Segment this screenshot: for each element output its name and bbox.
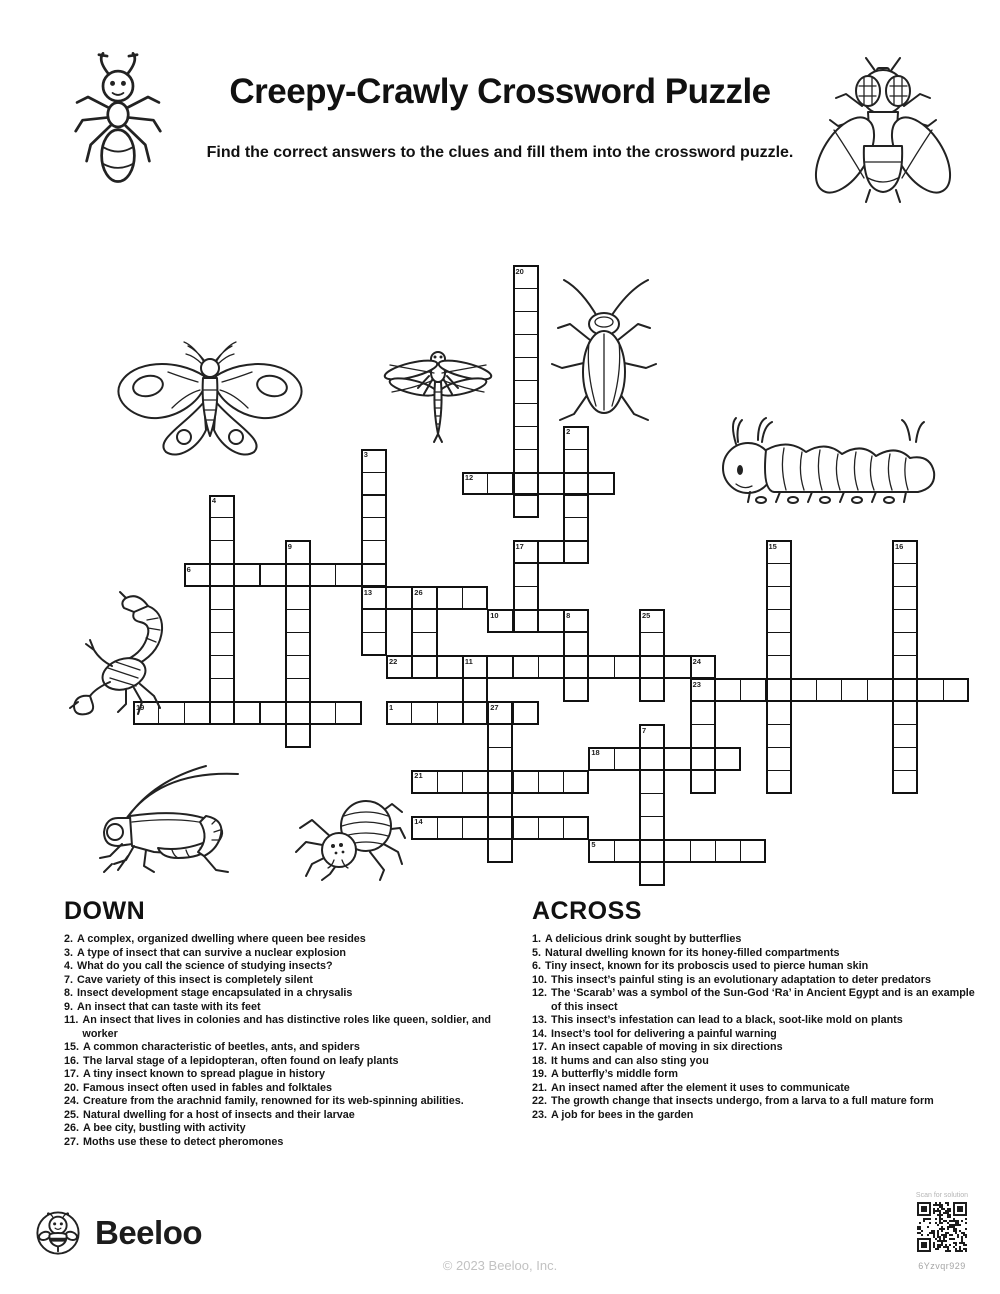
clue-across-5 xyxy=(532,947,987,961)
grid-cell-14-20[interactable] xyxy=(487,724,513,748)
clue-down-9 xyxy=(64,1001,519,1015)
grid-cell-14-25[interactable] xyxy=(487,839,513,863)
clue-down-24 xyxy=(64,1095,519,1109)
grid-number-24: 24 xyxy=(692,656,701,666)
clue-text: Natural dwelling known for its honey-filled compartments xyxy=(545,946,840,959)
clue-number: 25. xyxy=(64,1108,80,1121)
clues-down-section xyxy=(64,897,519,1149)
grid-cell-17-8[interactable] xyxy=(563,449,589,473)
grid-cell-19-17[interactable] xyxy=(614,655,640,679)
bee-logo-icon xyxy=(35,1210,81,1256)
clue-number: 10. xyxy=(532,973,548,986)
grid-number-8: 8 xyxy=(566,610,571,620)
clue-down-7 xyxy=(64,974,519,988)
grid-number-22: 22 xyxy=(389,656,398,666)
clue-text: It hums and can also sting you xyxy=(551,1054,709,1067)
page-subtitle: Find the correct answers to the clues and fill them into the crossword puzzle. xyxy=(206,144,794,161)
grid-cell-12-22[interactable] xyxy=(437,770,463,794)
qr-section xyxy=(905,1192,979,1271)
grid-cell-17-18[interactable] xyxy=(563,678,589,702)
grid-cell-15-8[interactable] xyxy=(513,449,539,473)
clue-down-2 xyxy=(64,933,519,947)
grid-cell-17-16[interactable] xyxy=(563,632,589,656)
grid-number-9: 9 xyxy=(287,541,292,551)
grid-cell-11-15[interactable] xyxy=(411,609,437,633)
grid-cell-24-25[interactable] xyxy=(740,839,766,863)
grid-cell-19-25[interactable] xyxy=(614,839,640,863)
grid-number-10: 10 xyxy=(490,610,499,620)
clue-text: Famous insect often used in fables and folktales xyxy=(83,1081,332,1094)
grid-cell-25-21[interactable] xyxy=(766,747,792,771)
grid-cell-17-17[interactable] xyxy=(563,655,589,679)
grid-cell-30-18[interactable] xyxy=(892,678,918,702)
grid-cell-6-20[interactable] xyxy=(285,724,311,748)
grid-cell-30-13[interactable] xyxy=(892,563,918,587)
grid-cell-4-19[interactable] xyxy=(234,701,260,725)
grid-cell-11-17[interactable] xyxy=(411,655,437,679)
clue-number: 15. xyxy=(64,1041,80,1053)
clue-number: 16. xyxy=(64,1054,80,1067)
clue-down-27 xyxy=(64,1136,519,1150)
clue-down-25 xyxy=(64,1109,519,1123)
grid-cell-11-19[interactable] xyxy=(411,701,437,725)
clue-text: A delicious drink sought by butterflies xyxy=(545,933,742,945)
grid-cell-13-19[interactable] xyxy=(462,701,488,725)
grid-number-5: 5 xyxy=(591,840,596,850)
across-heading: ACROSS xyxy=(532,897,642,925)
clue-text: An insect that can taste with its feet xyxy=(77,1000,261,1013)
grid-cell-2-19[interactable] xyxy=(184,701,210,725)
grid-cell-5-13[interactable] xyxy=(260,563,286,587)
grid-number-26: 26 xyxy=(414,587,423,597)
grid-cell-25-22[interactable] xyxy=(766,770,792,794)
grid-cell-3-19[interactable] xyxy=(209,701,235,725)
grid-cell-11-16[interactable] xyxy=(411,632,437,656)
clue-number: 7. xyxy=(64,973,74,986)
grid-cell-9-15[interactable] xyxy=(361,609,387,633)
clue-number: 19. xyxy=(532,1068,548,1080)
grid-cell-20-17[interactable] xyxy=(639,655,665,679)
grid-cell-15-6[interactable] xyxy=(513,403,539,427)
grid-cell-15-24[interactable] xyxy=(513,816,539,840)
grid-cell-22-22[interactable] xyxy=(690,770,716,794)
grid-number-18: 18 xyxy=(591,748,600,758)
clue-number: 5. xyxy=(532,946,542,959)
grid-cell-12-19[interactable] xyxy=(437,701,463,725)
grid-cell-15-17[interactable] xyxy=(513,655,539,679)
grid-cell-15-22[interactable] xyxy=(513,770,539,794)
clue-number: 17. xyxy=(532,1041,548,1053)
clue-number: 14. xyxy=(532,1027,548,1040)
grid-cell-30-15[interactable] xyxy=(892,609,918,633)
grid-cell-16-12[interactable] xyxy=(538,540,564,564)
grid-number-17: 17 xyxy=(515,541,524,551)
grid-cell-9-16[interactable] xyxy=(361,632,387,656)
grid-cell-13-24[interactable] xyxy=(462,816,488,840)
grid-cell-22-25[interactable] xyxy=(690,839,716,863)
clue-number: 17. xyxy=(64,1068,80,1080)
grid-cell-15-2[interactable] xyxy=(513,311,539,335)
clue-text: An insect that lives in colonies and has distinctive roles like queen, soldier, and worker xyxy=(82,1014,492,1040)
grid-cell-7-13[interactable] xyxy=(310,563,336,587)
clue-number: 23. xyxy=(532,1108,548,1121)
clue-number: 1. xyxy=(532,933,542,945)
clue-number: 26. xyxy=(64,1122,80,1134)
clue-across-17 xyxy=(532,1041,987,1055)
clue-text: A type of insect that can survive a nuclear explosion xyxy=(77,946,347,959)
grid-cell-6-19[interactable] xyxy=(285,701,311,725)
grid-cell-9-9[interactable] xyxy=(361,472,387,496)
grid-cell-14-17[interactable] xyxy=(487,655,513,679)
grid-cell-12-17[interactable] xyxy=(437,655,463,679)
clue-across-12 xyxy=(532,987,987,1014)
grid-cell-3-12[interactable] xyxy=(209,540,235,564)
grid-cell-16-9[interactable] xyxy=(538,472,564,496)
grid-cell-15-5[interactable] xyxy=(513,380,539,404)
grid-number-3: 3 xyxy=(363,450,368,460)
clue-across-6 xyxy=(532,960,987,974)
clue-number: 3. xyxy=(64,946,74,959)
grid-cell-20-21[interactable] xyxy=(639,747,665,771)
grid-cell-30-16[interactable] xyxy=(892,632,918,656)
grid-cell-12-24[interactable] xyxy=(437,816,463,840)
grid-cell-3-17[interactable] xyxy=(209,655,235,679)
grid-cell-25-16[interactable] xyxy=(766,632,792,656)
grid-cell-22-21[interactable] xyxy=(690,747,716,771)
clue-number: 21. xyxy=(532,1081,548,1094)
grid-cell-20-26[interactable] xyxy=(639,862,665,886)
grid-cell-31-18[interactable] xyxy=(917,678,943,702)
qr-code-icon[interactable] xyxy=(917,1202,967,1252)
brand-logo xyxy=(35,1210,202,1256)
grid-cell-20-22[interactable] xyxy=(639,770,665,794)
grid-cell-25-14[interactable] xyxy=(766,586,792,610)
clue-down-20 xyxy=(64,1082,519,1096)
grid-cell-6-17[interactable] xyxy=(285,655,311,679)
down-heading: DOWN xyxy=(64,897,146,925)
grid-cell-17-11[interactable] xyxy=(563,517,589,541)
grid-cell-21-21[interactable] xyxy=(664,747,690,771)
cockroach-icon xyxy=(548,278,660,430)
clue-across-10 xyxy=(532,974,987,988)
grid-cell-30-19[interactable] xyxy=(892,701,918,725)
grid-cell-17-9[interactable] xyxy=(563,472,589,496)
clue-number: 20. xyxy=(64,1081,80,1094)
clue-down-26 xyxy=(64,1122,519,1136)
grid-number-25: 25 xyxy=(642,610,651,620)
grid-cell-14-23[interactable] xyxy=(487,793,513,817)
grid-number-6: 6 xyxy=(186,564,191,574)
grid-cell-6-16[interactable] xyxy=(285,632,311,656)
grid-cell-9-12[interactable] xyxy=(361,540,387,564)
clue-text: Creature from the arachnid family, renowned for its web-spinning abilities. xyxy=(83,1095,464,1107)
grid-cell-3-15[interactable] xyxy=(209,609,235,633)
grid-cell-8-19[interactable] xyxy=(335,701,361,725)
clue-across-23 xyxy=(532,1109,987,1123)
grid-cell-14-24[interactable] xyxy=(487,816,513,840)
clue-text: The growth change that insects undergo, from a larva to a full mature form xyxy=(551,1095,934,1107)
ant-icon xyxy=(68,52,168,202)
grid-cell-10-14[interactable] xyxy=(386,586,412,610)
clue-across-22 xyxy=(532,1095,987,1109)
grid-cell-6-14[interactable] xyxy=(285,586,311,610)
clue-number: 11. xyxy=(64,1014,79,1026)
clue-number: 8. xyxy=(64,987,74,999)
clues-across-section xyxy=(532,897,987,1122)
across-clues-list xyxy=(532,933,987,1122)
grid-cell-22-19[interactable] xyxy=(690,701,716,725)
grid-cell-3-18[interactable] xyxy=(209,678,235,702)
grid-cell-5-19[interactable] xyxy=(260,701,286,725)
grid-number-23: 23 xyxy=(692,679,701,689)
grid-number-13: 13 xyxy=(363,587,373,597)
grid-cell-8-13[interactable] xyxy=(335,563,361,587)
grid-cell-16-17[interactable] xyxy=(538,655,564,679)
clue-number: 6. xyxy=(532,960,542,972)
grid-cell-23-25[interactable] xyxy=(715,839,741,863)
clue-text: A complex, organized dwelling where queen bee resides xyxy=(77,933,366,945)
grid-cell-25-19[interactable] xyxy=(766,701,792,725)
grid-cell-7-19[interactable] xyxy=(310,701,336,725)
grid-cell-23-21[interactable] xyxy=(715,747,741,771)
grid-cell-21-25[interactable] xyxy=(664,839,690,863)
clue-number: 9. xyxy=(64,1000,74,1013)
grid-cell-15-7[interactable] xyxy=(513,426,539,450)
clue-number: 18. xyxy=(532,1054,548,1067)
grid-cell-30-14[interactable] xyxy=(892,586,918,610)
grid-cell-18-9[interactable] xyxy=(588,472,614,496)
grasshopper-icon xyxy=(88,760,246,878)
clue-text: A bee city, bustling with activity xyxy=(83,1122,246,1134)
clue-text: A tiny insect known to spread plague in history xyxy=(83,1068,325,1080)
grid-cell-20-23[interactable] xyxy=(639,793,665,817)
grid-cell-9-11[interactable] xyxy=(361,517,387,541)
clue-text: Tiny insect, known for its proboscis used to pierce human skin xyxy=(545,960,869,972)
grid-number-19: 19 xyxy=(136,702,145,712)
grid-cell-6-15[interactable] xyxy=(285,609,311,633)
clue-across-14 xyxy=(532,1028,987,1042)
fly-icon xyxy=(812,50,954,208)
grid-cell-3-16[interactable] xyxy=(209,632,235,656)
grid-number-1: 1 xyxy=(389,702,394,712)
grid-cell-3-14[interactable] xyxy=(209,586,235,610)
grid-cell-6-13[interactable] xyxy=(285,563,311,587)
grid-cell-25-13[interactable] xyxy=(766,563,792,587)
grid-cell-22-20[interactable] xyxy=(690,724,716,748)
grid-cell-25-17[interactable] xyxy=(766,655,792,679)
clue-text: An insect named after the element it uses to communicate xyxy=(551,1081,850,1094)
grid-number-20: 20 xyxy=(515,266,524,276)
grid-cell-12-14[interactable] xyxy=(437,586,463,610)
clue-text: Moths use these to detect pheromones xyxy=(83,1135,284,1148)
clue-number: 24. xyxy=(64,1095,80,1107)
grid-cell-15-4[interactable] xyxy=(513,357,539,381)
clue-text: The ‘Scarab’ was a symbol of the Sun-God ‘Ra’ in Ancient Egypt and is an example of this insect xyxy=(551,987,975,1013)
grid-cell-15-10[interactable] xyxy=(513,495,539,519)
moth-icon xyxy=(110,338,310,463)
grid-cell-9-10[interactable] xyxy=(361,495,387,519)
grid-cell-15-9[interactable] xyxy=(513,472,539,496)
clue-text: Cave variety of this insect is completely silent xyxy=(77,973,313,986)
clue-text: A job for bees in the garden xyxy=(551,1108,694,1121)
clue-text: A common characteristic of beetles, ants, and spiders xyxy=(83,1041,360,1053)
clue-down-15 xyxy=(64,1041,519,1055)
clue-text: A butterfly’s middle form xyxy=(551,1068,678,1080)
clue-text: The larval stage of a lepidopteran, often found on leafy plants xyxy=(83,1054,399,1067)
grid-cell-14-22[interactable] xyxy=(487,770,513,794)
clue-down-16 xyxy=(64,1055,519,1069)
grid-cell-15-14[interactable] xyxy=(513,586,539,610)
grid-cell-19-21[interactable] xyxy=(614,747,640,771)
grid-cell-18-17[interactable] xyxy=(588,655,614,679)
grid-cell-15-1[interactable] xyxy=(513,288,539,312)
grid-cell-30-20[interactable] xyxy=(892,724,918,748)
grid-cell-15-3[interactable] xyxy=(513,334,539,358)
clue-number: 22. xyxy=(532,1095,548,1107)
grid-number-14: 14 xyxy=(414,817,423,827)
grid-number-16: 16 xyxy=(895,541,904,551)
clue-across-19 xyxy=(532,1068,987,1082)
clue-across-21 xyxy=(532,1082,987,1096)
grid-number-12: 12 xyxy=(464,473,474,483)
grid-number-4: 4 xyxy=(211,496,217,505)
clue-text: Insect development stage encapsulated in a chrysalis xyxy=(77,987,353,999)
clue-down-17 xyxy=(64,1068,519,1082)
grid-cell-28-18[interactable] xyxy=(841,678,867,702)
clue-across-18 xyxy=(532,1055,987,1069)
grid-cell-14-9[interactable] xyxy=(487,472,513,496)
grid-cell-20-18[interactable] xyxy=(639,678,665,702)
grid-cell-17-24[interactable] xyxy=(563,816,589,840)
page-title: Creepy-Crawly Crossword Puzzle xyxy=(229,72,771,111)
spider-icon xyxy=(292,790,406,882)
clue-text: An insect capable of moving in six directions xyxy=(551,1041,783,1053)
scorpion-icon xyxy=(68,590,184,730)
clue-number: 27. xyxy=(64,1135,80,1148)
grid-number-11: 11 xyxy=(464,656,473,666)
grid-cell-13-22[interactable] xyxy=(462,770,488,794)
grid-cell-9-13[interactable] xyxy=(361,563,387,587)
grid-number-21: 21 xyxy=(414,771,423,781)
caterpillar-icon xyxy=(714,412,942,507)
copyright-text: © 2023 Beeloo, Inc. xyxy=(442,1258,558,1273)
grid-cell-30-17[interactable] xyxy=(892,655,918,679)
grid-cell-14-21[interactable] xyxy=(487,747,513,771)
grid-cell-24-18[interactable] xyxy=(740,678,766,702)
grid-cell-13-14[interactable] xyxy=(462,586,488,610)
brand-name: Beeloo xyxy=(95,1214,203,1251)
grid-cell-16-15[interactable] xyxy=(538,609,564,633)
clue-down-8 xyxy=(64,987,519,1001)
grid-number-15: 15 xyxy=(768,541,777,551)
clue-down-4 xyxy=(64,960,519,974)
clue-number: 2. xyxy=(64,933,74,945)
grid-cell-29-18[interactable] xyxy=(867,678,893,702)
grid-cell-15-15[interactable] xyxy=(513,609,539,633)
clue-text: This insect’s infestation can lead to a black, soot-like mold on plants xyxy=(551,1014,903,1026)
grid-cell-30-21[interactable] xyxy=(892,747,918,771)
clue-text: Natural dwelling for a host of insects and their larvae xyxy=(83,1108,355,1121)
grid-cell-3-11[interactable] xyxy=(209,517,235,541)
grid-cell-16-22[interactable] xyxy=(538,770,564,794)
grid-cell-27-18[interactable] xyxy=(816,678,842,702)
grid-cell-6-18[interactable] xyxy=(285,678,311,702)
grid-number-2: 2 xyxy=(566,427,571,437)
grid-cell-15-13[interactable] xyxy=(513,563,539,587)
grid-number-27: 27 xyxy=(490,702,499,712)
grid-cell-17-10[interactable] xyxy=(563,495,589,519)
clue-down-3 xyxy=(64,947,519,961)
grid-cell-25-20[interactable] xyxy=(766,724,792,748)
grid-cell-30-22[interactable] xyxy=(892,770,918,794)
grid-cell-20-25[interactable] xyxy=(639,839,665,863)
clue-number: 13. xyxy=(532,1014,548,1026)
clue-across-1 xyxy=(532,933,987,947)
grid-cell-32-18[interactable] xyxy=(943,678,969,702)
clue-text: What do you call the science of studying insects? xyxy=(77,960,333,972)
clue-number: 12. xyxy=(532,987,548,999)
dragonfly-icon xyxy=(382,346,494,446)
qr-id: 6Yzvqr929 xyxy=(918,1261,966,1271)
clue-text: Insect’s tool for delivering a painful warning xyxy=(551,1027,777,1040)
clue-down-11 xyxy=(64,1014,519,1041)
qr-label: Scan for solution xyxy=(915,1192,969,1199)
down-clues-list xyxy=(64,933,519,1149)
clue-number: 4. xyxy=(64,960,74,972)
grid-cell-26-18[interactable] xyxy=(791,678,817,702)
grid-cell-25-15[interactable] xyxy=(766,609,792,633)
grid-cell-4-13[interactable] xyxy=(234,563,260,587)
grid-cell-25-18[interactable] xyxy=(766,678,792,702)
grid-cell-17-12[interactable] xyxy=(563,540,589,564)
clue-across-13 xyxy=(532,1014,987,1028)
grid-cell-13-18[interactable] xyxy=(462,678,488,702)
grid-cell-20-16[interactable] xyxy=(639,632,665,656)
grid-number-7: 7 xyxy=(642,725,647,735)
grid-cell-3-13[interactable] xyxy=(209,563,235,587)
grid-cell-16-24[interactable] xyxy=(538,816,564,840)
grid-cell-15-19[interactable] xyxy=(513,701,539,725)
grid-cell-20-24[interactable] xyxy=(639,816,665,840)
grid-cell-17-22[interactable] xyxy=(563,770,589,794)
clue-text: This insect’s painful sting is an evolutionary adaptation to deter predators xyxy=(551,973,931,986)
grid-cell-23-18[interactable] xyxy=(715,678,741,702)
grid-cell-21-17[interactable] xyxy=(664,655,690,679)
